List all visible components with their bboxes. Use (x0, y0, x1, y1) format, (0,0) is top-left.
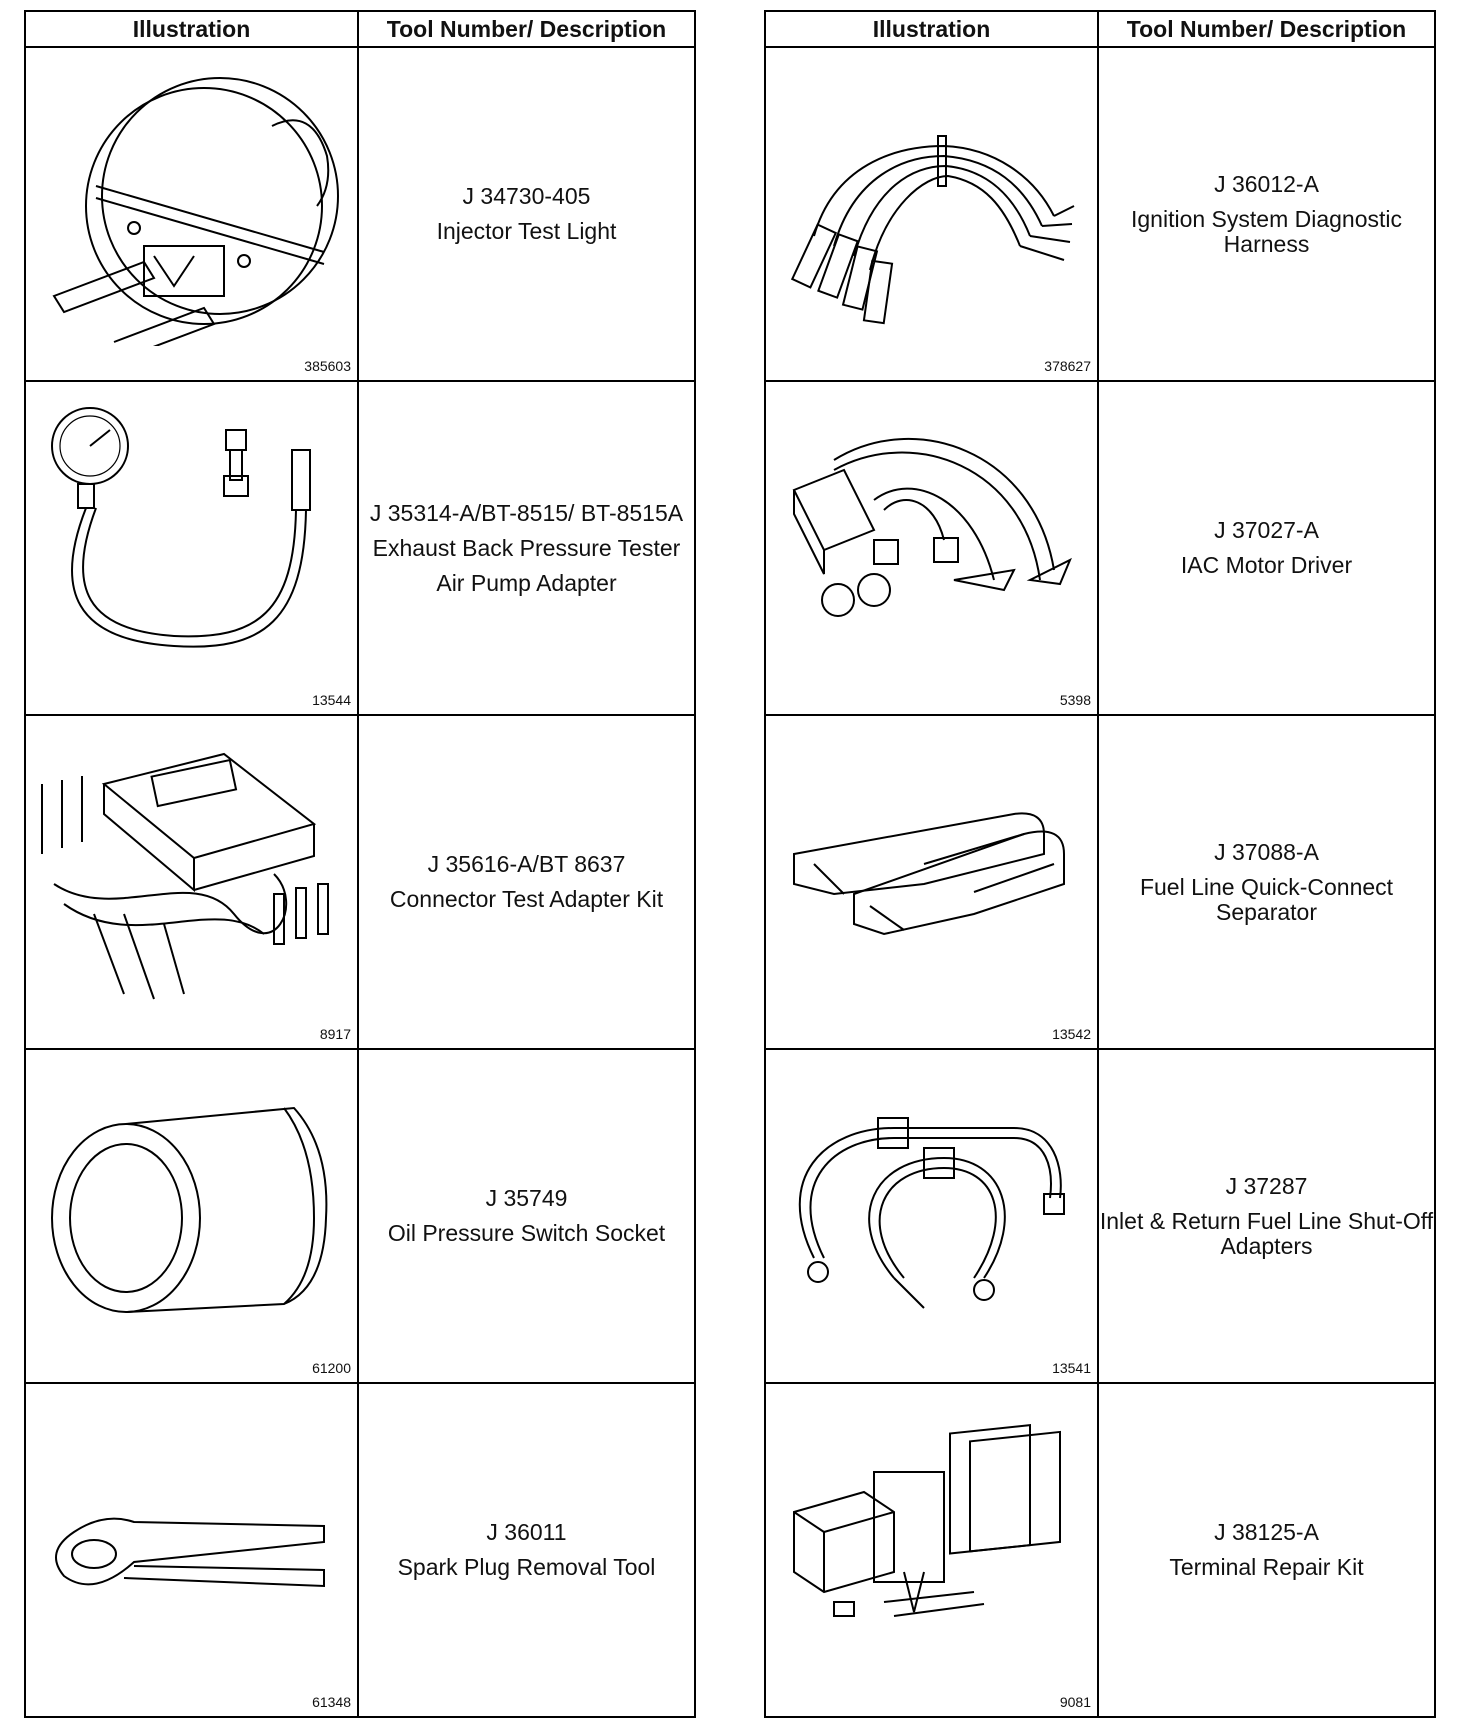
table-row (25, 47, 695, 381)
description-header: Tool Number/ Description (358, 11, 695, 47)
illustration-number: 61200 (312, 1360, 351, 1376)
tool-number: J 36012-A (1214, 170, 1319, 197)
description-cell (1098, 1383, 1435, 1717)
illustration-number: 5398 (1059, 692, 1091, 708)
injector-test-light-icon (34, 56, 351, 346)
motor-driver-cables-icon (774, 390, 1091, 680)
description-cell (1098, 381, 1435, 715)
tool-description: Connector Test Adapter Kit (389, 886, 664, 912)
illustration-number: 13542 (1052, 1026, 1091, 1042)
tool-description: Oil Pressure Switch Socket (387, 1220, 666, 1246)
tool-description: Injector Test Light (436, 218, 617, 244)
table-row (765, 715, 1435, 1049)
tool-number: J 35314-A/BT-8515/ BT-8515A (369, 499, 684, 526)
description-cell (358, 715, 695, 1049)
illustration-cell (25, 47, 358, 381)
tool-table-right (764, 10, 1436, 1718)
tool-description: Fuel Line Quick-Connect Separator (1139, 873, 1394, 925)
illustration-number: 385603 (304, 358, 351, 374)
tool-description: Exhaust Back Pressure Tester (372, 534, 681, 561)
quick-connect-separator-icon (774, 724, 1091, 1014)
fuel-line-adapter-icon (774, 1058, 1091, 1348)
tool-description: Spark Plug Removal Tool (397, 1554, 656, 1580)
tool-number: J 38125-A (1214, 1519, 1319, 1545)
illustration-cell (25, 381, 358, 715)
table-header-row (25, 11, 695, 47)
illustration-number: 61348 (312, 1694, 351, 1710)
tool-description: Air Pump Adapter (436, 569, 617, 596)
illustration-cell (765, 381, 1098, 715)
wire-harness-icon (774, 56, 1091, 346)
description-cell (1098, 1049, 1435, 1383)
illustration-header: Illustration (25, 11, 358, 47)
illustration-cell (765, 1049, 1098, 1383)
tool-number: J 37027-A (1214, 517, 1319, 543)
illustration-number: 8917 (319, 1026, 351, 1042)
description-header: Tool Number/ Description (1098, 11, 1435, 47)
socket-icon (34, 1058, 351, 1348)
tool-description: Inlet & Return Fuel Line Shut-Off Adapters (1099, 1207, 1434, 1259)
illustration-number: 13544 (312, 692, 351, 708)
illustration-cell (765, 715, 1098, 1049)
table-row (25, 715, 695, 1049)
table-row (25, 1383, 695, 1717)
description-cell (358, 47, 695, 381)
illustration-cell (25, 1383, 358, 1717)
illustration-cell (765, 47, 1098, 381)
tool-number: J 35749 (485, 1185, 568, 1211)
test-adapter-kit-icon (34, 724, 351, 1014)
table-row (25, 1049, 695, 1383)
table-row (765, 47, 1435, 381)
tool-number: J 34730-405 (462, 183, 591, 209)
tool-table-left (24, 10, 696, 1718)
description-cell (358, 1049, 695, 1383)
tool-description: IAC Motor Driver (1180, 552, 1353, 578)
illustration-number: 378627 (1044, 358, 1091, 374)
illustration-cell (25, 1049, 358, 1383)
tool-description: Ignition System Diagnostic Harness (1130, 205, 1402, 257)
illustration-cell (25, 715, 358, 1049)
tool-number: J 36011 (486, 1519, 567, 1545)
table-row (765, 1049, 1435, 1383)
tool-number: J 37088-A (1214, 838, 1319, 865)
description-cell (1098, 47, 1435, 381)
description-cell (1098, 715, 1435, 1049)
illustration-header: Illustration (765, 11, 1098, 47)
table-row (25, 381, 695, 715)
illustration-number: 9081 (1059, 1694, 1091, 1710)
table-header-row (765, 11, 1435, 47)
tool-number: J 35616-A/BT 8637 (427, 851, 626, 877)
pressure-gauge-hose-icon (34, 390, 351, 680)
illustration-number: 13541 (1052, 1360, 1091, 1376)
table-row (765, 1383, 1435, 1717)
terminal-repair-kit-icon (774, 1392, 1091, 1682)
spark-plug-tool-icon (34, 1392, 351, 1682)
table-row (765, 381, 1435, 715)
illustration-cell (765, 1383, 1098, 1717)
tool-number: J 37287 (1225, 1172, 1308, 1199)
description-cell (358, 1383, 695, 1717)
tool-description: Terminal Repair Kit (1169, 1554, 1364, 1580)
description-cell (358, 381, 695, 715)
